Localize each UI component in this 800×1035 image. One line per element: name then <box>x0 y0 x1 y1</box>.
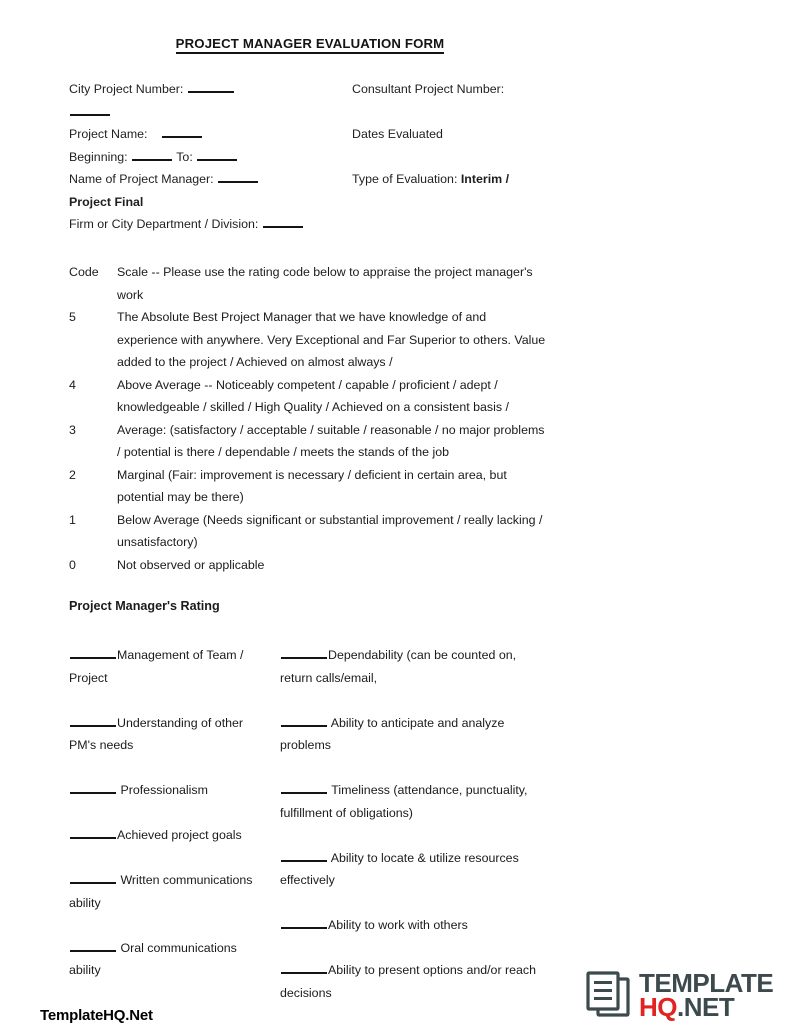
city-project-number-blank[interactable] <box>188 80 234 93</box>
scale-code: 5 <box>69 310 76 324</box>
rating-item <box>280 779 548 824</box>
scale-code: 4 <box>69 377 76 392</box>
project-final-label: Project Final <box>69 194 144 209</box>
beginning-date-blank[interactable] <box>132 148 172 161</box>
scale-code: 3 <box>69 422 76 437</box>
consultant-project-number-label: Consultant Project Number: <box>352 82 505 96</box>
consultant-project-number-blank[interactable] <box>70 103 110 116</box>
rating-item <box>280 959 548 1004</box>
rating-item <box>280 914 548 937</box>
templatehq-logo <box>583 963 773 1027</box>
logo-text-hq: HQ <box>639 992 677 1022</box>
logo-text-net: .NET <box>677 992 735 1022</box>
rating-score-blank[interactable] <box>70 826 116 839</box>
scale-row <box>69 509 569 554</box>
rating-item-label: Oral communications ability <box>69 940 237 977</box>
rating-item-label: Dependability (can be counted on, return calls/email, <box>280 648 517 685</box>
scale-code-header: Code <box>69 265 99 279</box>
rating-scale-section <box>69 261 569 576</box>
rating-item <box>69 712 269 757</box>
rating-item <box>280 644 548 689</box>
rating-score-blank[interactable] <box>281 781 327 794</box>
rating-score-blank[interactable] <box>281 916 327 929</box>
scale-description: Average: (satisfactory / acceptable / suitable / reasonable / no major problems / potential is there / dependable / meets the stands of the job <box>117 422 545 459</box>
rating-score-blank[interactable] <box>70 714 116 727</box>
city-project-number-label: City Project Number: <box>69 82 184 96</box>
scale-description: Below Average (Needs significant or substantial improvement / really lacking / unsatisfactory) <box>117 512 543 549</box>
field-beginning-to <box>69 146 304 169</box>
logo-line-secondary <box>639 992 773 1022</box>
rating-item <box>69 644 269 689</box>
name-of-project-manager-blank[interactable] <box>218 170 258 183</box>
scale-row <box>69 419 569 464</box>
rating-item-label: Ability to anticipate and analyze problems <box>280 715 505 752</box>
project-name-blank[interactable] <box>162 125 202 138</box>
documents-icon <box>583 970 635 1020</box>
rating-item-label: Understanding of other PM's needs <box>69 715 244 752</box>
field-type-of-evaluation <box>352 168 509 191</box>
rating-item-label: Professionalism <box>120 783 208 797</box>
dates-evaluated-label: Dates Evaluated <box>352 127 443 141</box>
footer-wordmark: TemplateHQ.Net <box>40 1007 153 1024</box>
header-right-spacer-1 <box>352 101 509 124</box>
logo-text-template: TEMPLATE <box>639 967 774 998</box>
scale-description: Marginal (Fair: improvement is necessary / deficient in certain area, but potential may be there) <box>117 467 507 504</box>
rating-item <box>69 779 269 802</box>
end-date-blank[interactable] <box>197 148 237 161</box>
type-of-evaluation-value: Interim / <box>460 172 510 186</box>
firm-or-city-department-label: Firm or City Department / Division: <box>69 217 259 231</box>
page-title-text: PROJECT MANAGER EVALUATION FORM <box>176 36 445 54</box>
project-name-label: Project Name: <box>69 127 148 141</box>
scale-header-row <box>69 261 569 306</box>
header-right-spacer-2 <box>352 146 509 169</box>
field-city-project-number <box>69 78 304 101</box>
scale-code: 0 <box>69 557 76 572</box>
rating-item-label: Management of Team / Project <box>69 648 244 685</box>
to-label: To: <box>176 149 193 164</box>
scale-description: Not observed or applicable <box>117 557 265 572</box>
scale-description: Above Average -- Noticeably competent / capable / proficient / adept / knowledgeable / skilled / High Quality / Achieved on a consistent basis / <box>117 377 509 414</box>
header-right-column <box>352 78 509 191</box>
rating-items-right-column <box>280 644 548 1027</box>
rating-score-blank[interactable] <box>281 961 327 974</box>
scale-code: 1 <box>69 512 76 527</box>
rating-item <box>280 847 548 892</box>
rating-score-blank[interactable] <box>281 646 327 659</box>
scale-code: 2 <box>69 467 76 482</box>
rating-item-label: Ability to locate & utilize resources effectively <box>280 850 519 887</box>
rating-score-blank[interactable] <box>70 939 116 952</box>
rating-item <box>280 712 548 757</box>
firm-or-city-department-blank[interactable] <box>263 215 303 228</box>
consultant-project-number-blank-wrap <box>69 101 304 124</box>
rating-score-blank[interactable] <box>281 714 327 727</box>
scale-description-header: Scale -- Please use the rating code below to appraise the project manager's work <box>117 265 533 302</box>
scale-row <box>69 306 569 374</box>
rating-score-blank[interactable] <box>70 646 116 659</box>
logo-wordmark <box>639 967 774 1022</box>
rating-item <box>69 937 269 982</box>
scale-description: The Absolute Best Project Manager that we have knowledge of and experience with anywhere. Very Exceptional and Far Superior to others. Value added to the project / Achieved on almost always / <box>117 310 546 369</box>
rating-score-blank[interactable] <box>70 781 116 794</box>
rating-score-blank[interactable] <box>70 871 116 884</box>
rating-item-label: Ability to work with others <box>328 918 468 932</box>
rating-item-label: Ability to present options and/or reach decisions <box>280 963 537 1000</box>
beginning-label: Beginning: <box>69 149 128 164</box>
header-left-column <box>69 78 304 236</box>
scale-row <box>69 374 569 419</box>
name-of-project-manager-label: Name of Project Manager: <box>69 172 214 186</box>
scale-row <box>69 464 569 509</box>
field-name-of-project-manager <box>69 168 304 191</box>
rating-item <box>69 824 269 847</box>
rating-item-label: Written communications ability <box>69 873 253 910</box>
rating-item <box>69 869 269 914</box>
rating-section-heading: Project Manager's Rating <box>69 599 220 613</box>
rating-item-label: Timeliness (attendance, punctuality, fulfillment of obligations) <box>280 783 528 820</box>
scale-row <box>69 554 569 577</box>
field-project-name <box>69 123 304 146</box>
rating-score-blank[interactable] <box>281 849 327 862</box>
rating-item-label: Achieved project goals <box>117 828 242 842</box>
field-firm-or-city-department <box>69 213 304 236</box>
type-of-evaluation-label: Type of Evaluation: <box>352 172 458 186</box>
rating-items-left-column <box>69 644 269 1004</box>
page-title <box>0 36 620 51</box>
